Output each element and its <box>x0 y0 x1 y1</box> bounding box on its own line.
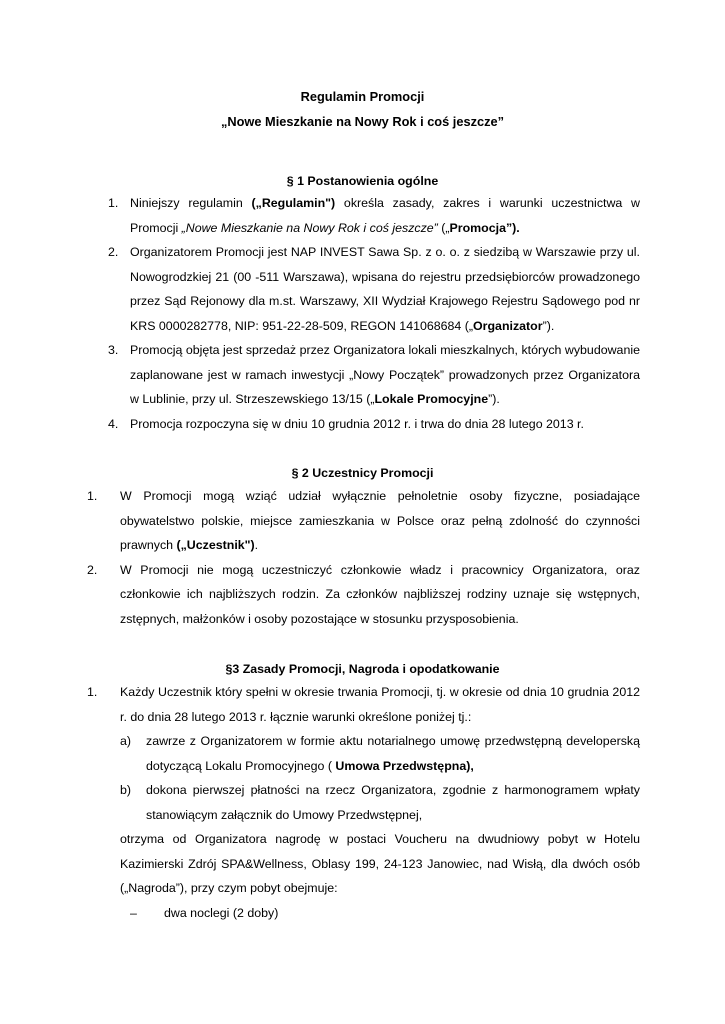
item-number: 4. <box>108 416 119 431</box>
item-text: określa zasady, zakres i warunki uczestnictwa w Promocji <box>130 196 640 235</box>
section-2-item-2 <box>87 558 640 632</box>
sub-item-label: b) <box>120 783 132 797</box>
section-1-item-1 <box>108 191 640 240</box>
dash-item <box>130 901 640 926</box>
section-1-list <box>108 191 640 436</box>
item-text: Niniejszy regulamin <box>130 196 252 210</box>
item-text: W Promocji nie mogą uczestniczyć członkowie władz i pracownicy Organizatora, oraz członkowie ich najbliższych rodzin. Za członków najbliższej rodziny uznaje się wstępnych, zstępnych, małżonków i osoby pozostające w stosunku przysposobienia. <box>120 562 640 626</box>
section-3-list <box>87 680 640 925</box>
item-bold: Lokale Promocyjne <box>374 392 489 406</box>
item-number: 3. <box>108 343 119 357</box>
item-number: 1. <box>87 685 98 699</box>
section-1-heading: § 1 Postanowienia ogólne <box>286 174 439 188</box>
item-text: Promocją objęta jest sprzedaż przez Organizatora lokali mieszkalnych, których wybudowanie zaplanowane jest w ramach inwestycji „Nowy Początek” prowadzonych przez Organizatora w Lublinie, przy ul. Strzeszewskiego 13/15 („ <box>130 343 640 406</box>
sub-item-text: zawrze z Organizatorem w formie aktu notarialnego umowę przedwstępną developerską dotyczącą Lokalu Promocyjnego ( <box>146 734 640 773</box>
section-2-list <box>87 484 640 631</box>
item-bold: Promocja”). <box>449 220 520 235</box>
sub-item-bold: Umowa Przedwstępna), <box>335 758 474 773</box>
dash-item-text: dwa noclegi (2 doby) <box>164 905 279 920</box>
section-3-item-1 <box>87 680 640 925</box>
item-italic: „Nowe Mieszkanie na Nowy Rok i coś jeszcze” <box>181 220 438 235</box>
item-number: 2. <box>87 562 98 577</box>
item-text: („ <box>437 220 450 235</box>
section-3-heading: §3 Zasady Promocji, Nagroda i opodatkowanie <box>225 662 500 676</box>
section-2-item-1 <box>87 484 640 558</box>
sub-item-b <box>120 778 640 827</box>
item-text: . <box>254 538 259 552</box>
section-1-item-4 <box>108 412 640 437</box>
item-bold: Organizator <box>473 318 543 333</box>
sub-item-label: a) <box>120 734 132 748</box>
item-text: Promocja rozpoczyna się w dniu 10 grudnia 2012 r. i trwa do dnia 28 lutego 2013 r. <box>130 416 584 431</box>
dash-bullet: – <box>130 905 137 920</box>
item-text: ”). <box>488 392 500 406</box>
item-text: Organizatorem Promocji jest NAP INVEST Sawa Sp. z o. o. z siedzibą w Warszawie przy ul. Nowogrodzkiej 21 (00 -511 Warszawa), wpisana do rejestru przedsiębiorców prowadzonego przez Sąd Rejonowy dla m.st. Warszawy, XII Wydział Krajowego Rejestru Sądowego pod nr KRS 0000282778, NIP: 951-22-28-509, REGON 141068684 („ <box>130 245 640 333</box>
item-bold: („Regulamin") <box>251 196 336 210</box>
item-text: ”). <box>542 318 555 333</box>
item-number: 2. <box>108 245 119 259</box>
sub-item-a <box>120 729 640 778</box>
section-2-heading: § 2 Uczestnicy Promocji <box>291 466 434 480</box>
item-number: 1. <box>87 489 98 503</box>
sub-item-text: dokona pierwszej płatności na rzecz Organizatora, zgodnie z harmonogramem wpłaty stanowiącym załącznik do Umowy Przedwstępnej, <box>146 783 640 822</box>
item-text: W Promocji mogą wziąć udział wyłącznie pełnoletnie osoby fizyczne, posiadające obywatelstwo polskie, miejsce zamieszkania w Polsce oraz pełną zdolność do czynności prawnych <box>120 489 640 552</box>
item-bold: („Uczestnik") <box>176 538 255 552</box>
promotion-name: „Nowe Mieszkanie na Nowy Rok i coś jeszcze” <box>220 114 505 129</box>
document-title: Regulamin Promocji <box>300 89 425 104</box>
reward-paragraph: otrzyma od Organizatora nagrodę w postaci Voucheru na dwudniowy pobyt w Hotelu Kazimierski Zdrój SPA&Wellness, Oblasy 199, 24-123 Janowiec, nad Wisłą, dla dwóch osób („Nagroda”), przy czym pobyt obejmuje: <box>120 832 640 895</box>
item-number: 1. <box>108 196 119 210</box>
item-text: Każdy Uczestnik który spełni w okresie trwania Promocji, tj. w okresie od dnia 10 grudnia 2012 r. do dnia 28 lutego 2013 r. łącznie warunki określone poniżej tj.: <box>120 685 640 724</box>
section-1-item-2 <box>108 240 640 338</box>
section-1-item-3 <box>108 338 640 412</box>
